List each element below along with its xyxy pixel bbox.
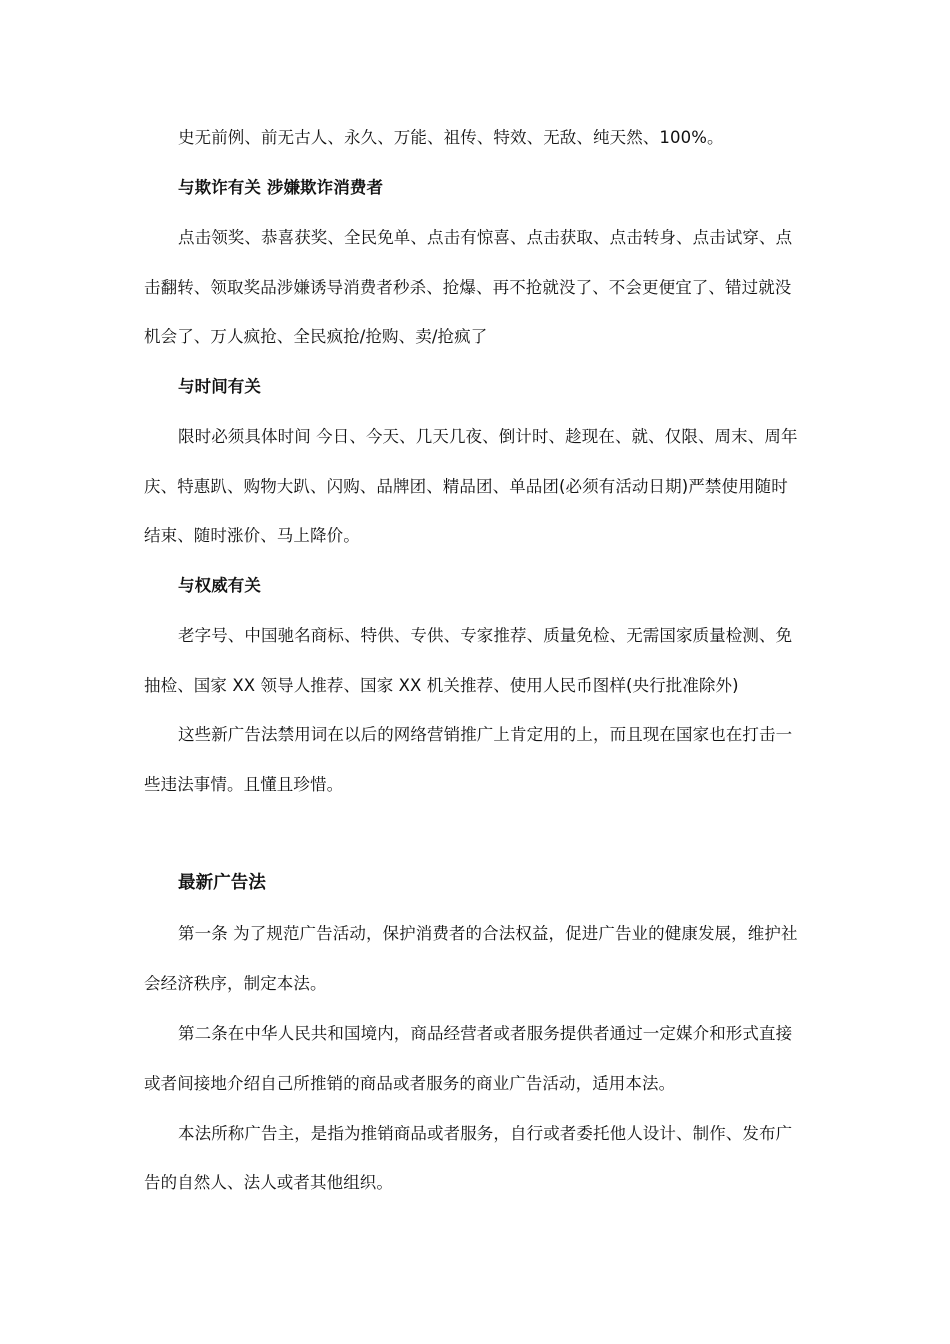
- authority-paragraph-line-1: 老字号、中国驰名商标、特供、专供、专家推荐、质量免检、无需国家质量检测、免: [178, 626, 793, 645]
- authority-paragraph-line-2: 抽检、国家 XX 领导人推荐、国家 XX 机关推荐、使用人民币图样(央行批准除外): [144, 676, 739, 695]
- fraud-paragraph-line-2: 击翻转、领取奖品涉嫌诱导消费者秒杀、抢爆、再不抢就没了、不会更便宜了、错过就没: [144, 278, 792, 297]
- article-2-line-2: 或者间接地介绍自己所推销的商品或者服务的商业广告活动，适用本法。: [144, 1074, 676, 1093]
- article-2-line-1: 第二条在中华人民共和国境内，商品经营者或者服务提供者通过一定媒介和形式直接: [178, 1024, 793, 1043]
- time-heading: 与时间有关: [178, 377, 261, 396]
- law-title: 最新广告法: [178, 873, 266, 893]
- time-paragraph-line-1: 限时必须具体时间 今日、今天、几天几夜、倒计时、趁现在、就、仅限、周末、周年: [178, 427, 798, 446]
- closing-paragraph-line-1: 这些新广告法禁用词在以后的网络营销推广上肯定用的上，而且现在国家也在打击一: [178, 725, 793, 744]
- fraud-heading: 与欺诈有关 涉嫌欺诈消费者: [178, 178, 384, 197]
- advertiser-definition-line-1: 本法所称广告主，是指为推销商品或者服务，自行或者委托他人设计、制作、发布广: [178, 1124, 793, 1143]
- closing-paragraph-line-2: 些违法事情。且懂且珍惜。: [144, 775, 344, 794]
- fraud-paragraph-line-1: 点击领奖、恭喜获奖、全民免单、点击有惊喜、点击获取、点击转身、点击试穿、点: [178, 228, 793, 247]
- article-1-line-2: 会经济秩序，制定本法。: [144, 974, 327, 993]
- time-paragraph-line-3: 结束、随时涨价、马上降价。: [144, 526, 360, 545]
- absolute-terms-line: 史无前例、前无古人、永久、万能、祖传、特效、无敌、纯天然、100%。: [178, 128, 724, 147]
- fraud-paragraph-line-3: 机会了、万人疯抢、全民疯抢/抢购、卖/抢疯了: [144, 327, 488, 346]
- advertiser-definition-line-2: 告的自然人、法人或者其他组织。: [144, 1173, 393, 1192]
- article-1-line-1: 第一条 为了规范广告活动，保护消费者的合法权益，促进广告业的健康发展，维护社: [178, 924, 798, 943]
- authority-heading: 与权威有关: [178, 576, 261, 595]
- time-paragraph-line-2: 庆、特惠趴、购物大趴、闪购、品牌团、精品团、单品团(必须有活动日期)严禁使用随时: [144, 477, 788, 496]
